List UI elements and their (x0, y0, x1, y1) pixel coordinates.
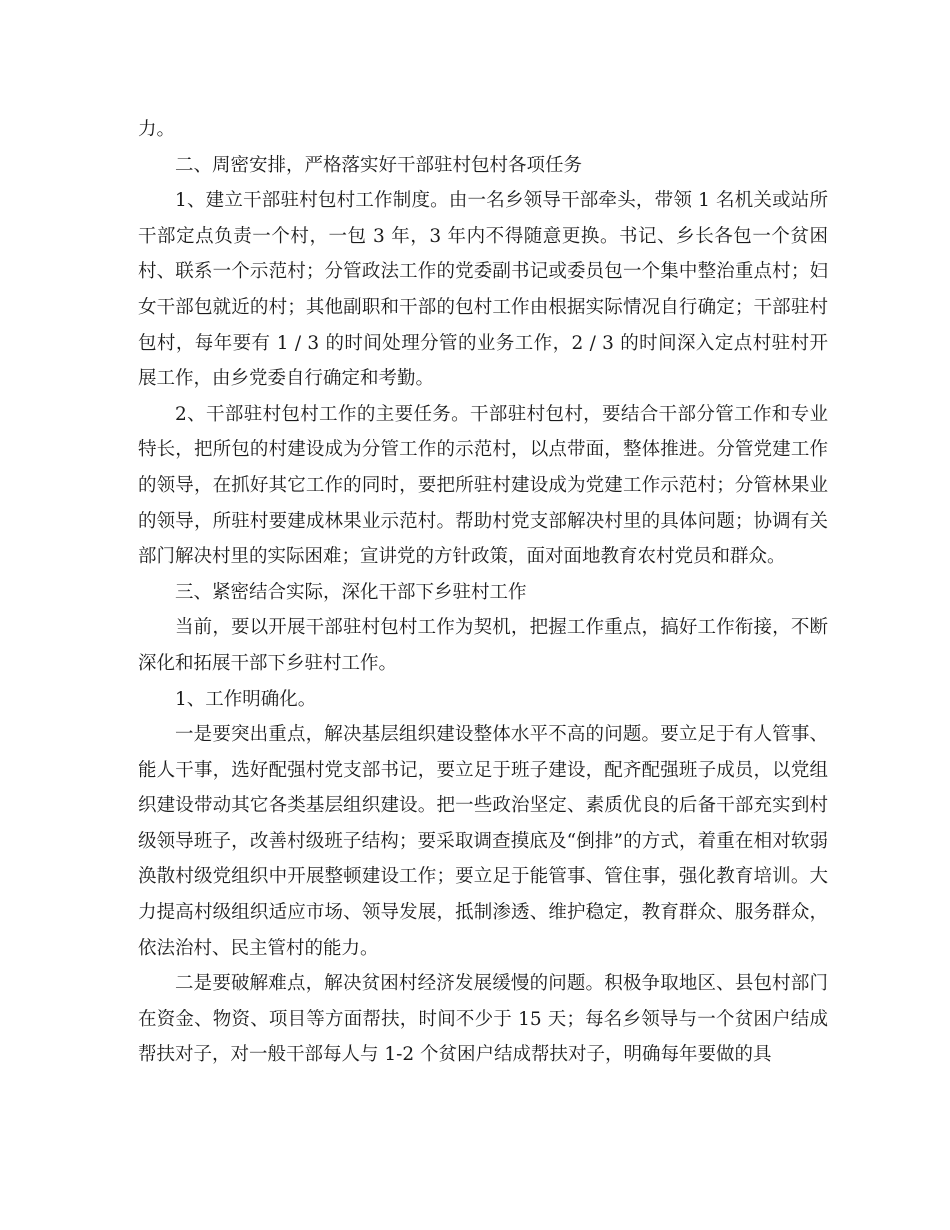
section-heading-3: 三、紧密结合实际，深化干部下乡驻村工作 (175, 581, 527, 603)
paragraph-2-2: 2、干部驻村包村工作的主要任务。干部驻村包村，要结合干部分管工作和专业特长，把所包的村建设成为分管工作的示范村，以点带面，整体推进。分管党建工作的领导，在抓好其它工作的同时，要把所驻村建设成为党建工作示范村；分管林果业的领导，所驻村要建成林果业示范村。帮助村党支部解决村里的具体问题；协调有关部门解决村里的实际困难；宣讲党的方针政策，面对面地教育农村党员和群众。 (138, 403, 828, 568)
paragraph-3-1-b: 二是要破解难点，解决贫困村经济发展缓慢的问题。积极争取地区、县包村部门在资金、物资、项目等方面帮扶，时间不少于 15 天；每名乡领导与一个贫困户结成帮扶对子，对一般干部每人与 1-2 个贫困户结成帮扶对子，明确每年要做的具 (138, 973, 828, 1066)
paragraph-2-1: 1、建立干部驻村包村工作制度。由一名乡领导干部牵头，带领 1 名机关或站所干部定点负责一个村，一包 3 年，3 年内不得随意更换。书记、乡长各包一个贫困村、联系一个示范村；分管政法工作的党委副书记或委员包一个集中整治重点村；妇女干部包就近的村；其他副职和干部的包村工作由根据实际情况自行确定；干部驻村包村，每年要有 1 / 3 的时间处理分管的业务工作，2 / 3 的时间深入定点村驻村开展工作，由乡党委自行确定和考勤。 (138, 190, 828, 390)
paragraph-1: 力。 (138, 119, 176, 140)
document-body (138, 112, 828, 1073)
subheading-3-1: 1、工作明确化。 (175, 688, 317, 710)
paragraph-3-intro: 当前，要以开展干部驻村包村工作为契机，把握工作重点，搞好工作衔接，不断深化和拓展干部下乡驻村工作。 (138, 617, 828, 674)
section-heading-2: 二、周密安排，严格落实好干部驻村包村各项任务 (175, 154, 583, 176)
paragraph-3-1-a: 一是要突出重点，解决基层组织建设整体水平不高的问题。要立足于有人管事、能人干事，选好配强村党支部书记，要立足于班子建设，配齐配强班子成员，以党组织建设带动其它各类基层组织建设。把一些政治坚定、素质优良的后备干部充实到村级领导班子，改善村级班子结构；要采取调查摸底及“倒排”的方式，着重在相对软弱涣散村级党组织中开展整顿建设工作；要立足于能管事、管住事，强化教育培训。大力提高村级组织适应市场、领导发展，抵制渗透、维护稳定，教育群众、服务群众，依法治村、民主管村的能力。 (138, 724, 828, 959)
